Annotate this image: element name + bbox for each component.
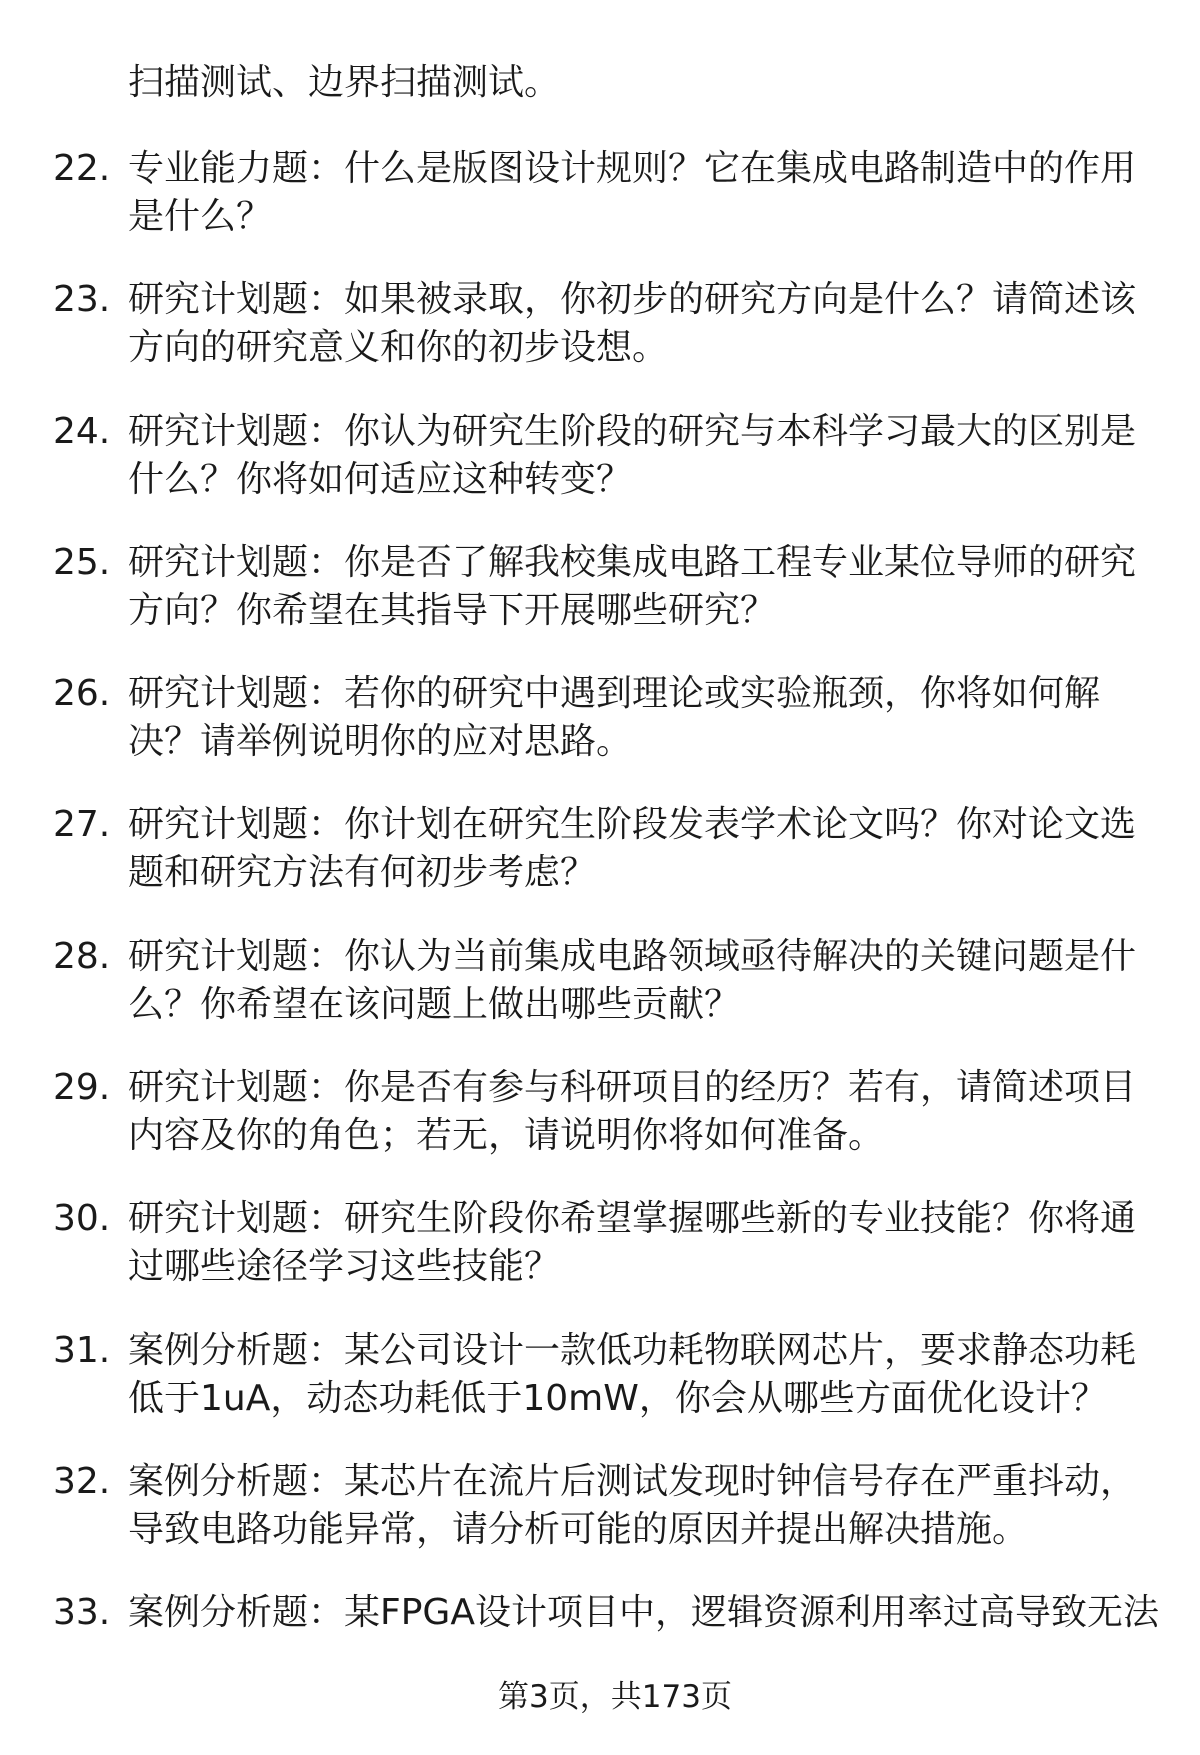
question-text-line: 研究计划题：若你的研究中遇到理论或实验瓶颈，你将如何解 — [128, 673, 1101, 715]
question-text-line: 研究计划题：如果被录取，你初步的研究方向是什么？请简述该 — [128, 279, 1137, 321]
question-text-line: 案例分析题：某芯片在流片后测试发现时钟信号存在严重抖动， — [128, 1460, 1137, 1502]
question-list — [0, 145, 1200, 1637]
question-item-25 — [0, 539, 1200, 635]
question-text-line: 低于1uA，动态功耗低于10mW，你会从哪些方面优化设计？ — [128, 1377, 1107, 1419]
question-text-line: 案例分析题：某公司设计一款低功耗物联网芯片，要求静态功耗 — [128, 1329, 1137, 1371]
question-text-line: 么？你希望在该问题上做出哪些贡献？ — [128, 983, 741, 1025]
question-number: 31. — [53, 1329, 111, 1371]
question-text-line: 题和研究方法有何初步考虑？ — [128, 852, 597, 894]
question-text-line: 决？请举例说明你的应对思路。 — [128, 721, 633, 763]
question-text-line: 研究计划题：你是否有参与科研项目的经历？若有，请简述项目 — [128, 1067, 1137, 1109]
question-text-line: 是什么？ — [128, 196, 273, 237]
question-item-27 — [0, 801, 1200, 897]
question-text-line: 专业能力题：什么是版图设计规则？它在集成电路制造中的作用 — [128, 148, 1137, 189]
question-item-24 — [0, 408, 1200, 504]
question-text-line: 研究计划题：研究生阶段你希望掌握哪些新的专业技能？你将通 — [128, 1198, 1137, 1240]
question-item-28 — [0, 933, 1200, 1029]
question-number: 28. — [53, 935, 111, 977]
question-number: 23. — [53, 279, 111, 321]
question-item-31 — [0, 1327, 1200, 1423]
question-text-line: 内容及你的角色；若无，请说明你将如何准备。 — [128, 1115, 885, 1157]
question-item-32 — [0, 1458, 1200, 1554]
page-footer: 第3页，共173页 — [498, 1679, 732, 1715]
question-item-29 — [0, 1064, 1200, 1160]
question-text-line: 什么？你将如何适应这种转变？ — [128, 458, 633, 500]
question-number: 29. — [53, 1067, 111, 1109]
question-item-30 — [0, 1195, 1200, 1291]
question-number: 26. — [53, 673, 111, 715]
question-text-line: 导致电路功能异常，请分析可能的原因并提出解决措施。 — [128, 1508, 1029, 1550]
question-number: 27. — [53, 804, 111, 846]
question-number: 25. — [53, 541, 111, 583]
question-number: 33. — [53, 1592, 111, 1634]
question-text-line: 方向的研究意义和你的初步设想。 — [128, 327, 669, 369]
question-item-26 — [0, 670, 1200, 766]
question-text-line: 研究计划题：你认为研究生阶段的研究与本科学习最大的区别是 — [128, 410, 1137, 452]
question-text-line: 方向？你希望在其指导下开展哪些研究？ — [128, 589, 777, 631]
question-number: 32. — [53, 1460, 111, 1502]
question-number: 22. — [53, 148, 111, 189]
question-item-23 — [0, 276, 1200, 372]
question-text-line: 研究计划题：你认为当前集成电路领域亟待解决的关键问题是什 — [128, 935, 1137, 977]
question-text-line: 研究计划题：你计划在研究生阶段发表学术论文吗？你对论文选 — [128, 804, 1137, 846]
continuation-line: 扫描测试、边界扫描测试。 — [128, 62, 561, 103]
question-number: 30. — [53, 1198, 111, 1240]
question-text-line: 过哪些途径学习这些技能？ — [128, 1246, 561, 1288]
question-text-line: 案例分析题：某FPGA设计项目中，逻辑资源利用率过高导致无法 — [128, 1592, 1159, 1634]
question-item-33 — [0, 1589, 1200, 1637]
question-number: 24. — [53, 410, 111, 452]
question-item-22 — [0, 145, 1200, 241]
question-text-line: 研究计划题：你是否了解我校集成电路工程专业某位导师的研究 — [128, 541, 1137, 583]
